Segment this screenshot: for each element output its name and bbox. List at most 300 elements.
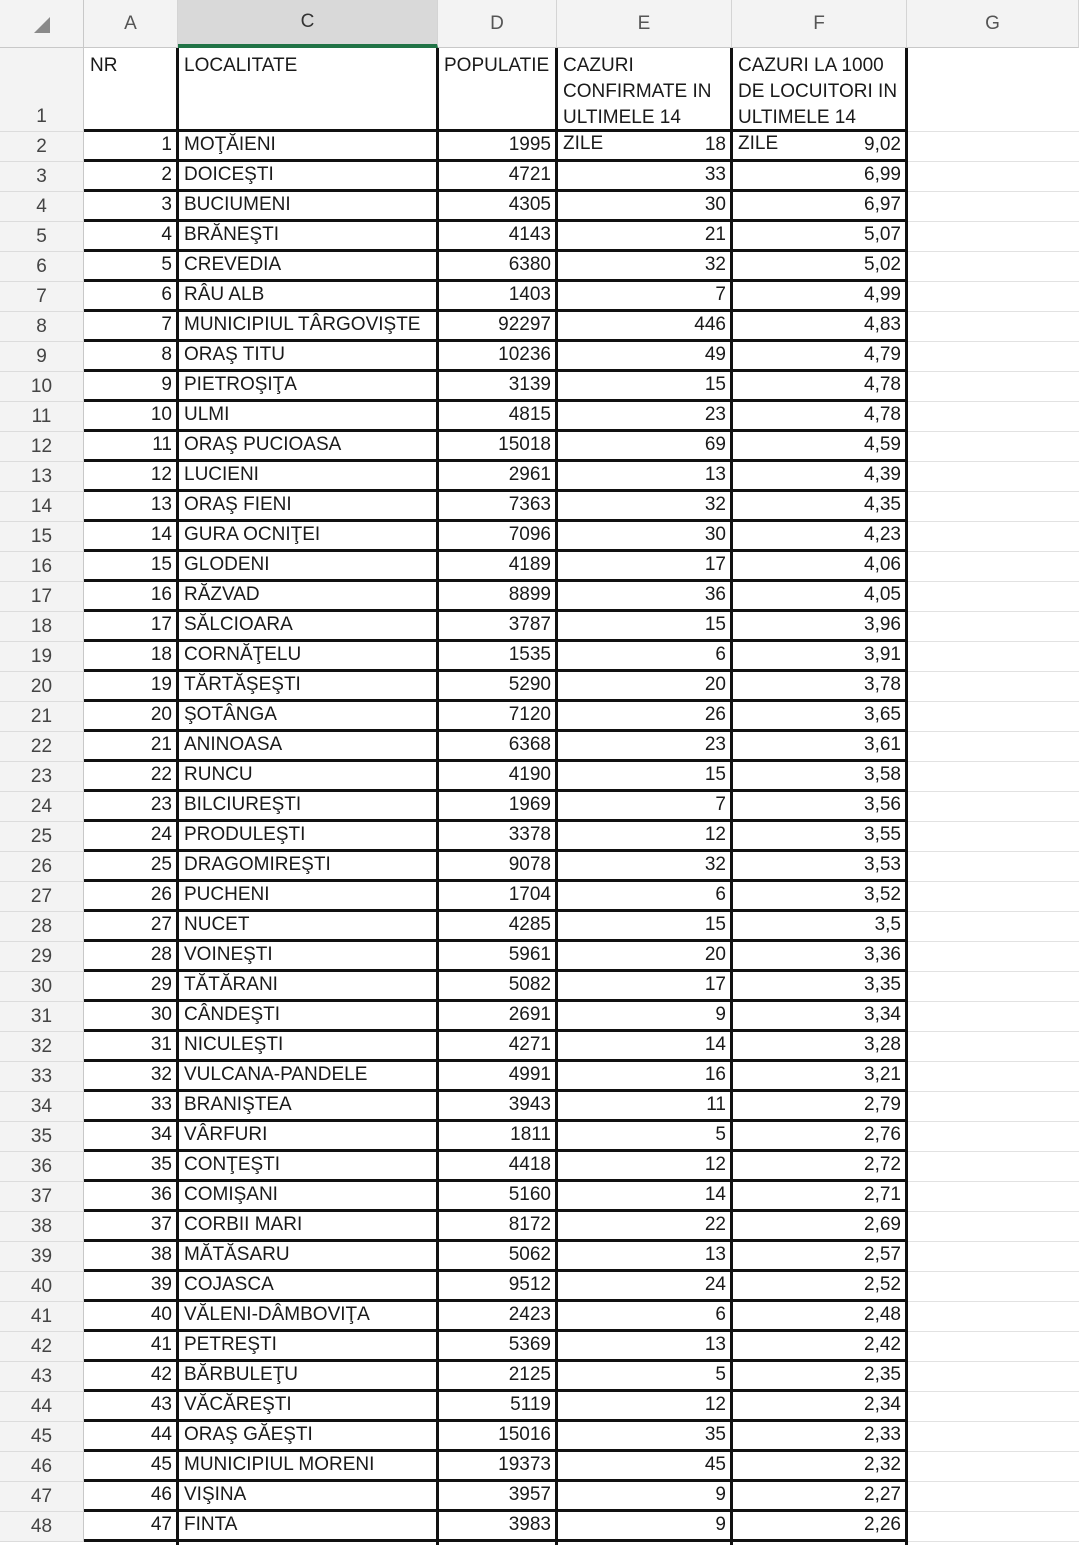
cell-populatie[interactable]: 4721 (438, 162, 557, 192)
cell-nr[interactable]: 21 (84, 732, 178, 762)
row-header[interactable]: 20 (0, 672, 84, 702)
cell-cazuri[interactable]: 33 (557, 162, 732, 192)
gridline (907, 1061, 1079, 1062)
cell-nr[interactable]: 4 (84, 222, 178, 252)
cell-nr[interactable]: 14 (84, 522, 178, 552)
cell-rata[interactable]: 3,34 (732, 1002, 907, 1032)
cell-cazuri[interactable]: 32 (557, 492, 732, 522)
cell-nr[interactable]: 23 (84, 792, 178, 822)
header-cell-localitate[interactable]: LOCALITATE (178, 48, 438, 132)
cell-nr[interactable]: 6 (84, 282, 178, 312)
cell-rata[interactable]: 6,99 (732, 162, 907, 192)
cell-nr[interactable]: 28 (84, 942, 178, 972)
cell-populatie[interactable]: 1995 (438, 132, 557, 162)
cell-populatie[interactable]: 1811 (438, 1122, 557, 1152)
header-cell-nr[interactable]: NR (84, 48, 178, 132)
cell-rata[interactable]: 3,55 (732, 822, 907, 852)
cell-localitate[interactable]: BRĂNEŞTI (178, 222, 438, 252)
cell-nr[interactable]: 29 (84, 972, 178, 1002)
row-header[interactable]: 22 (0, 732, 84, 762)
cell-populatie[interactable]: 15016 (438, 1422, 557, 1452)
cell-cazuri[interactable]: 13 (557, 462, 732, 492)
cell-cazuri[interactable]: 15 (557, 762, 732, 792)
cell-rata[interactable]: 2,79 (732, 1092, 907, 1122)
cell-populatie[interactable]: 5290 (438, 672, 557, 702)
cell-cazuri[interactable]: 13 (557, 1332, 732, 1362)
cell-nr[interactable]: 32 (84, 1062, 178, 1092)
cell-nr[interactable]: 13 (84, 492, 178, 522)
cell-rata[interactable]: 4,59 (732, 432, 907, 462)
cell-nr[interactable]: 8 (84, 342, 178, 372)
cell-populatie[interactable]: 6368 (438, 732, 557, 762)
cell-cazuri[interactable]: 9 (557, 1482, 732, 1512)
cell-populatie[interactable]: 2961 (438, 462, 557, 492)
cell-populatie[interactable]: 19373 (438, 1452, 557, 1482)
cell-nr[interactable]: 2 (84, 162, 178, 192)
row-header[interactable]: 10 (0, 372, 84, 402)
cell-rata[interactable]: 6,97 (732, 192, 907, 222)
row-header[interactable]: 23 (0, 762, 84, 792)
cell-nr[interactable]: 47 (84, 1512, 178, 1542)
row-header[interactable]: 3 (0, 162, 84, 192)
cell-populatie[interactable]: 4271 (438, 1032, 557, 1062)
cell-localitate[interactable]: CREVEDIA (178, 252, 438, 282)
row-header[interactable]: 40 (0, 1272, 84, 1302)
cell-localitate[interactable]: CONŢEŞTI (178, 1152, 438, 1182)
cell-localitate[interactable]: ANINOASA (178, 732, 438, 762)
column-header-g[interactable]: G (907, 0, 1079, 48)
cell-populatie[interactable]: 3378 (438, 822, 557, 852)
cell-localitate[interactable]: MĂTĂSARU (178, 1242, 438, 1272)
cell-nr[interactable]: 9 (84, 372, 178, 402)
cell-nr[interactable]: 37 (84, 1212, 178, 1242)
cell-populatie[interactable]: 2691 (438, 1002, 557, 1032)
row-header[interactable]: 29 (0, 942, 84, 972)
cell-cazuri[interactable]: 22 (557, 1212, 732, 1242)
cell-nr[interactable]: 34 (84, 1122, 178, 1152)
cell-rata[interactable]: 3,96 (732, 612, 907, 642)
cell-cazuri[interactable]: 35 (557, 1422, 732, 1452)
cell-localitate[interactable]: BRANIŞTEA (178, 1092, 438, 1122)
cell-rata[interactable]: 3,53 (732, 852, 907, 882)
row-header[interactable]: 15 (0, 522, 84, 552)
cell-localitate[interactable]: BUCIUMENI (178, 192, 438, 222)
cell-cazuri[interactable]: 12 (557, 822, 732, 852)
cell-localitate[interactable]: GURA OCNIŢEI (178, 522, 438, 552)
cell-localitate[interactable]: ORAŞ TITU (178, 342, 438, 372)
cell-cazuri[interactable]: 9 (557, 1512, 732, 1542)
cell-nr[interactable]: 31 (84, 1032, 178, 1062)
cell-nr[interactable]: 17 (84, 612, 178, 642)
cell-cazuri[interactable]: 36 (557, 582, 732, 612)
cell-rata[interactable]: 2,26 (732, 1512, 907, 1542)
cell-nr[interactable]: 33 (84, 1092, 178, 1122)
cell-localitate[interactable]: ORAŞ GĂEŞTI (178, 1422, 438, 1452)
column-header-a[interactable]: A (84, 0, 178, 48)
select-all-corner[interactable] (0, 0, 84, 48)
cell-nr[interactable]: 45 (84, 1452, 178, 1482)
cell-nr[interactable]: 26 (84, 882, 178, 912)
column-header-d[interactable]: D (438, 0, 557, 48)
cell-localitate[interactable]: ORAŞ PUCIOASA (178, 432, 438, 462)
cell-populatie[interactable]: 6380 (438, 252, 557, 282)
cell-nr[interactable]: 15 (84, 552, 178, 582)
cell-cazuri[interactable]: 26 (557, 702, 732, 732)
row-header[interactable]: 34 (0, 1092, 84, 1122)
cell-cazuri[interactable]: 15 (557, 612, 732, 642)
row-header[interactable]: 24 (0, 792, 84, 822)
cell-localitate[interactable]: MUNICIPIUL MORENI (178, 1452, 438, 1482)
cell-rata[interactable]: 2,27 (732, 1482, 907, 1512)
cell-rata[interactable]: 4,06 (732, 552, 907, 582)
cell-populatie[interactable]: 3943 (438, 1092, 557, 1122)
cell-rata[interactable]: 2,72 (732, 1152, 907, 1182)
column-header-f[interactable]: F (732, 0, 907, 48)
row-header[interactable]: 26 (0, 852, 84, 882)
cell-cazuri[interactable]: 15 (557, 912, 732, 942)
cell-cazuri[interactable]: 21 (557, 222, 732, 252)
cell-rata[interactable]: 4,99 (732, 282, 907, 312)
cell-localitate[interactable]: NICULEŞTI (178, 1032, 438, 1062)
cell-localitate[interactable]: ŞOTÂNGA (178, 702, 438, 732)
cell-rata[interactable]: 4,23 (732, 522, 907, 552)
cell-cazuri[interactable]: 7 (557, 792, 732, 822)
cell-rata[interactable]: 3,52 (732, 882, 907, 912)
cell-populatie[interactable]: 4991 (438, 1062, 557, 1092)
cell-cazuri[interactable]: 15 (557, 372, 732, 402)
cell-populatie[interactable]: 9078 (438, 852, 557, 882)
cell-cazuri[interactable]: 6 (557, 882, 732, 912)
cell-localitate[interactable]: MUNICIPIUL TÂRGOVIŞTE (178, 312, 438, 342)
cell-cazuri[interactable]: 69 (557, 432, 732, 462)
row-header[interactable]: 33 (0, 1062, 84, 1092)
cell-populatie[interactable]: 4190 (438, 762, 557, 792)
cell-populatie[interactable]: 1969 (438, 792, 557, 822)
cell-rata[interactable]: 2,34 (732, 1392, 907, 1422)
row-header[interactable]: 45 (0, 1422, 84, 1452)
cell-localitate[interactable]: VĂLENI-DÂMBOVIŢA (178, 1302, 438, 1332)
cell-localitate[interactable]: RĂZVAD (178, 582, 438, 612)
cell-localitate[interactable]: PIETROŞIŢA (178, 372, 438, 402)
header-cell-cazuri[interactable]: CAZURI CONFIRMATE IN ULTIMELE 14 ZILE (557, 48, 732, 132)
column-header-c[interactable]: C (178, 0, 438, 48)
cell-nr[interactable]: 39 (84, 1272, 178, 1302)
cell-populatie[interactable]: 92297 (438, 312, 557, 342)
gridline (907, 1421, 1079, 1422)
row-header[interactable]: 6 (0, 252, 84, 282)
row-header[interactable]: 18 (0, 612, 84, 642)
cell-cazuri[interactable]: 32 (557, 252, 732, 282)
cell-cazuri[interactable]: 14 (557, 1032, 732, 1062)
cell-populatie[interactable]: 5160 (438, 1182, 557, 1212)
cell-rata[interactable]: 3,5 (732, 912, 907, 942)
cell-localitate[interactable]: BILCIUREŞTI (178, 792, 438, 822)
cell-nr[interactable]: 30 (84, 1002, 178, 1032)
cell-localitate[interactable]: CORNĂŢELU (178, 642, 438, 672)
row-header[interactable]: 39 (0, 1242, 84, 1272)
cell-rata[interactable]: 2,57 (732, 1242, 907, 1272)
cell-cazuri[interactable]: 18 (557, 132, 732, 162)
cell-nr[interactable]: 44 (84, 1422, 178, 1452)
row-header[interactable]: 21 (0, 702, 84, 732)
cell-populatie[interactable]: 3139 (438, 372, 557, 402)
gridline (907, 581, 1079, 582)
cell-nr[interactable]: 36 (84, 1182, 178, 1212)
row-header[interactable]: 44 (0, 1392, 84, 1422)
cell-cazuri[interactable]: 30 (557, 522, 732, 552)
cell-cazuri[interactable]: 5 (557, 1122, 732, 1152)
cell-cazuri[interactable]: 13 (557, 1242, 732, 1272)
cell-rata[interactable]: 2,35 (732, 1362, 907, 1392)
cell-nr[interactable]: 3 (84, 192, 178, 222)
header-cell-populatie[interactable]: POPULATIE (438, 48, 557, 132)
cell-rata[interactable]: 9,02 (732, 132, 907, 162)
cell-nr[interactable]: 27 (84, 912, 178, 942)
cell-populatie[interactable]: 2125 (438, 1362, 557, 1392)
column-header-e[interactable]: E (557, 0, 732, 48)
cell-rata[interactable]: 3,35 (732, 972, 907, 1002)
cell-localitate[interactable]: VOINEŞTI (178, 942, 438, 972)
row-header[interactable]: 32 (0, 1032, 84, 1062)
cell-localitate[interactable]: CÂNDEŞTI (178, 1002, 438, 1032)
cell-cazuri[interactable]: 23 (557, 732, 732, 762)
cell-nr[interactable]: 41 (84, 1332, 178, 1362)
cell-nr[interactable]: 11 (84, 432, 178, 462)
cell-cazuri[interactable]: 6 (557, 1302, 732, 1332)
cell-cazuri[interactable]: 23 (557, 402, 732, 432)
cell-nr[interactable]: 12 (84, 462, 178, 492)
gridline (907, 1181, 1079, 1182)
cell-localitate[interactable]: LUCIENI (178, 462, 438, 492)
cell-rata[interactable]: 2,42 (732, 1332, 907, 1362)
cell-localitate[interactable]: NUCET (178, 912, 438, 942)
cell-cazuri[interactable]: 30 (557, 192, 732, 222)
cell-rata[interactable]: 2,32 (732, 1452, 907, 1482)
cell-nr[interactable]: 1 (84, 132, 178, 162)
cell-populatie[interactable]: 1403 (438, 282, 557, 312)
cell-cazuri[interactable]: 45 (557, 1452, 732, 1482)
cell-rata[interactable]: 2,69 (732, 1212, 907, 1242)
cell-rata[interactable]: 5,02 (732, 252, 907, 282)
cell-cazuri[interactable]: 20 (557, 672, 732, 702)
cell-populatie[interactable]: 7096 (438, 522, 557, 552)
row-header[interactable]: 36 (0, 1152, 84, 1182)
cell-nr[interactable]: 16 (84, 582, 178, 612)
cell-populatie[interactable]: 5961 (438, 942, 557, 972)
cell-rata[interactable]: 4,39 (732, 462, 907, 492)
cell-rata[interactable]: 3,58 (732, 762, 907, 792)
cell-rata[interactable]: 3,65 (732, 702, 907, 732)
cell-nr[interactable]: 40 (84, 1302, 178, 1332)
cell-rata[interactable]: 4,05 (732, 582, 907, 612)
cell-cazuri[interactable]: 12 (557, 1392, 732, 1422)
cell-populatie[interactable]: 4815 (438, 402, 557, 432)
cell-nr[interactable]: 24 (84, 822, 178, 852)
header-cell-rata[interactable]: CAZURI LA 1000 DE LOCUITORI IN ULTIMELE 14 ZILE (732, 48, 907, 132)
cell-populatie[interactable]: 7363 (438, 492, 557, 522)
cell-rata[interactable]: 3,61 (732, 732, 907, 762)
cell-cazuri[interactable]: 7 (557, 282, 732, 312)
cell-cazuri[interactable]: 12 (557, 1152, 732, 1182)
cell-populatie[interactable]: 8899 (438, 582, 557, 612)
row-header[interactable]: 30 (0, 972, 84, 1002)
cell-localitate[interactable]: VULCANA-PANDELE (178, 1062, 438, 1092)
cell-rata[interactable]: 4,79 (732, 342, 907, 372)
row-header[interactable]: 28 (0, 912, 84, 942)
cell-localitate[interactable]: RÂU ALB (178, 282, 438, 312)
cell-populatie[interactable]: 4418 (438, 1152, 557, 1182)
cell-localitate[interactable]: PETREŞTI (178, 1332, 438, 1362)
row-header[interactable]: 12 (0, 432, 84, 462)
gridline (907, 161, 1079, 162)
cell-localitate[interactable]: TĂRTĂŞEŞTI (178, 672, 438, 702)
cell-nr[interactable]: 7 (84, 312, 178, 342)
row-header[interactable]: 27 (0, 882, 84, 912)
cell-cazuri[interactable]: 17 (557, 972, 732, 1002)
cell-populatie[interactable]: 9512 (438, 1272, 557, 1302)
cell-rata[interactable]: 4,35 (732, 492, 907, 522)
cell-cazuri[interactable]: 6 (557, 642, 732, 672)
cell-cazuri[interactable]: 5 (557, 1362, 732, 1392)
row-header[interactable]: 38 (0, 1212, 84, 1242)
cell-populatie[interactable]: 5082 (438, 972, 557, 1002)
cell-localitate[interactable]: SĂLCIOARA (178, 612, 438, 642)
cell-localitate[interactable]: CORBII MARI (178, 1212, 438, 1242)
cell-rata[interactable]: 3,36 (732, 942, 907, 972)
cell-localitate[interactable]: VIŞINA (178, 1482, 438, 1512)
cell-cazuri[interactable]: 20 (557, 942, 732, 972)
row-header[interactable]: 37 (0, 1182, 84, 1212)
cell-rata[interactable]: 2,52 (732, 1272, 907, 1302)
cell-localitate[interactable]: BĂRBULEŢU (178, 1362, 438, 1392)
cell-localitate[interactable]: RUNCU (178, 762, 438, 792)
row-header[interactable]: 19 (0, 642, 84, 672)
row-header[interactable]: 25 (0, 822, 84, 852)
cell-nr[interactable]: 43 (84, 1392, 178, 1422)
cell-rata[interactable]: 3,56 (732, 792, 907, 822)
cell-cazuri[interactable]: 24 (557, 1272, 732, 1302)
cell-localitate[interactable]: COJASCA (178, 1272, 438, 1302)
row-header[interactable]: 11 (0, 402, 84, 432)
row-header[interactable]: 48 (0, 1512, 84, 1542)
cell-rata[interactable]: 2,33 (732, 1422, 907, 1452)
cell-nr[interactable]: 35 (84, 1152, 178, 1182)
cell-populatie[interactable]: 5119 (438, 1392, 557, 1422)
cell-populatie[interactable]: 1704 (438, 882, 557, 912)
cell-rata[interactable]: 2,76 (732, 1122, 907, 1152)
cell-nr[interactable]: 25 (84, 852, 178, 882)
row-header[interactable]: 16 (0, 552, 84, 582)
cell-nr[interactable]: 18 (84, 642, 178, 672)
cell-populatie[interactable]: 2423 (438, 1302, 557, 1332)
row-header[interactable]: 2 (0, 132, 84, 162)
cell-nr[interactable]: 22 (84, 762, 178, 792)
cell-localitate[interactable]: PRODULEŞTI (178, 822, 438, 852)
cell-populatie[interactable]: 7120 (438, 702, 557, 732)
cell-populatie[interactable]: 5369 (438, 1332, 557, 1362)
cell-populatie[interactable]: 10236 (438, 342, 557, 372)
cell-rata[interactable]: 3,78 (732, 672, 907, 702)
cell-rata[interactable]: 4,78 (732, 372, 907, 402)
cell-populatie[interactable]: 3787 (438, 612, 557, 642)
cell-rata[interactable]: 3,21 (732, 1062, 907, 1092)
row-header-1[interactable]: 1 (0, 48, 84, 132)
cell-localitate[interactable]: TĂTĂRANI (178, 972, 438, 1002)
cell-cazuri[interactable]: 32 (557, 852, 732, 882)
cell-populatie[interactable]: 4285 (438, 912, 557, 942)
cell-localitate[interactable]: PUCHENI (178, 882, 438, 912)
row-header[interactable]: 14 (0, 492, 84, 522)
cell-localitate[interactable]: DRAGOMIREŞTI (178, 852, 438, 882)
cell-populatie[interactable]: 3957 (438, 1482, 557, 1512)
cell-localitate[interactable]: VĂCĂREŞTI (178, 1392, 438, 1422)
cell-rata[interactable]: 2,71 (732, 1182, 907, 1212)
cell-populatie[interactable]: 4305 (438, 192, 557, 222)
cell-nr[interactable]: 46 (84, 1482, 178, 1512)
cell-localitate[interactable]: DOICEŞTI (178, 162, 438, 192)
row-header[interactable]: 31 (0, 1002, 84, 1032)
cell-localitate[interactable]: GLODENI (178, 552, 438, 582)
cell-localitate[interactable]: MOŢĂIENI (178, 132, 438, 162)
cell-rata[interactable]: 3,91 (732, 642, 907, 672)
cell-localitate[interactable]: ORAŞ FIENI (178, 492, 438, 522)
cell-rata[interactable]: 2,48 (732, 1302, 907, 1332)
cell-localitate[interactable]: FINTA (178, 1512, 438, 1542)
cell-cazuri[interactable]: 446 (557, 312, 732, 342)
row-header[interactable]: 7 (0, 282, 84, 312)
cell-cazuri[interactable]: 49 (557, 342, 732, 372)
cell-populatie[interactable]: 5062 (438, 1242, 557, 1272)
row-header[interactable]: 47 (0, 1482, 84, 1512)
cell-cazuri[interactable]: 14 (557, 1182, 732, 1212)
cell-nr[interactable]: 38 (84, 1242, 178, 1272)
row-header[interactable]: 9 (0, 342, 84, 372)
cell-populatie[interactable]: 8172 (438, 1212, 557, 1242)
cell-cazuri[interactable]: 17 (557, 552, 732, 582)
cell-nr[interactable]: 5 (84, 252, 178, 282)
row-header[interactable]: 17 (0, 582, 84, 612)
cell-populatie[interactable]: 15018 (438, 432, 557, 462)
cell-nr[interactable]: 10 (84, 402, 178, 432)
cell-nr[interactable]: 20 (84, 702, 178, 732)
cell-cazuri[interactable]: 11 (557, 1092, 732, 1122)
row-header[interactable]: 5 (0, 222, 84, 252)
cell-nr[interactable]: 19 (84, 672, 178, 702)
cell-populatie[interactable]: 3983 (438, 1512, 557, 1542)
cell-populatie[interactable]: 1535 (438, 642, 557, 672)
cell-rata[interactable]: 3,28 (732, 1032, 907, 1062)
cell-cazuri[interactable]: 16 (557, 1062, 732, 1092)
cell-rata[interactable]: 4,78 (732, 402, 907, 432)
row-header[interactable]: 41 (0, 1302, 84, 1332)
cell-populatie[interactable]: 4189 (438, 552, 557, 582)
row-header[interactable]: 8 (0, 312, 84, 342)
cell-localitate[interactable]: ULMI (178, 402, 438, 432)
cell-localitate[interactable]: COMIŞANI (178, 1182, 438, 1212)
cell-nr[interactable]: 42 (84, 1362, 178, 1392)
row-header[interactable]: 13 (0, 462, 84, 492)
row-header[interactable]: 35 (0, 1122, 84, 1152)
row-header[interactable]: 42 (0, 1332, 84, 1362)
row-header[interactable]: 4 (0, 192, 84, 222)
row-header[interactable]: 43 (0, 1362, 84, 1392)
cell-populatie[interactable]: 4143 (438, 222, 557, 252)
cell-rata[interactable]: 5,07 (732, 222, 907, 252)
row-header[interactable]: 46 (0, 1452, 84, 1482)
cell-cazuri[interactable]: 9 (557, 1002, 732, 1032)
cell-localitate[interactable]: VÂRFURI (178, 1122, 438, 1152)
cell-rata[interactable]: 4,83 (732, 312, 907, 342)
